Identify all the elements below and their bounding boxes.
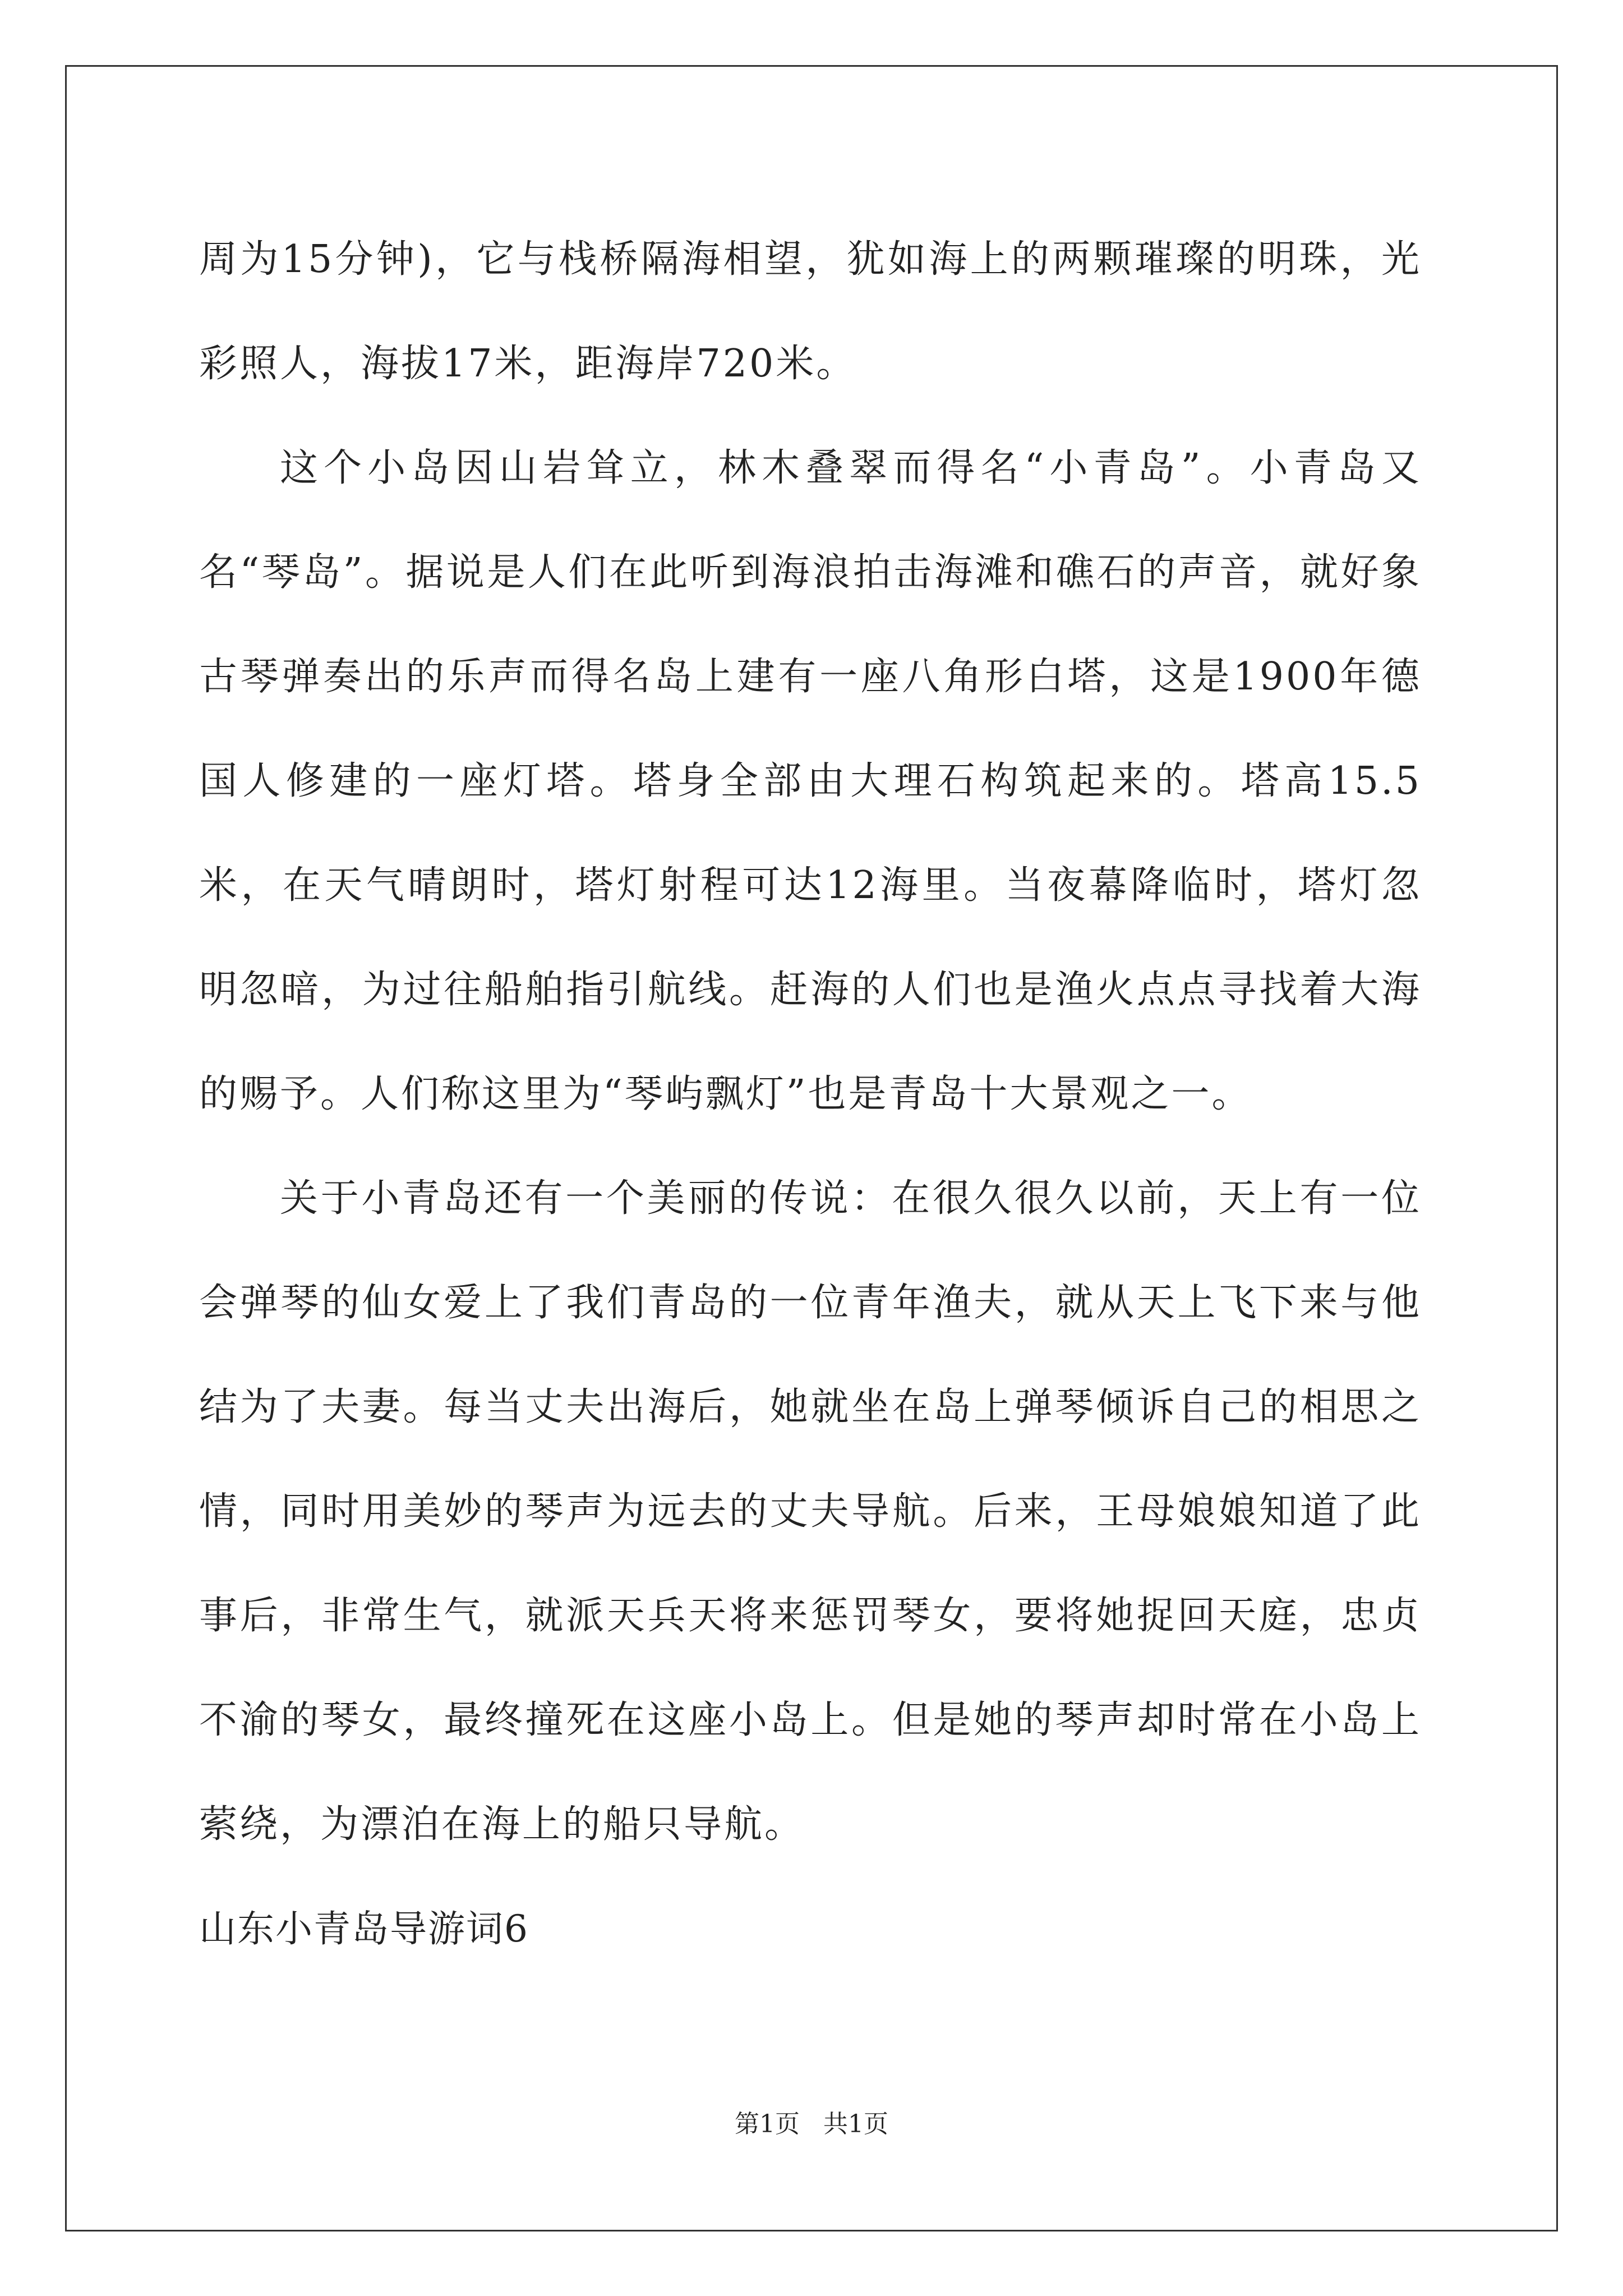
page-number-current: 第1页 (735, 2110, 800, 2138)
paragraph-lighthouse: 这个小岛因山岩耸立，林木叠翠而得名“小青岛”。小青岛又名“琴岛”。据说是人们在此听到海浪拍击海滩和礁石的声音，就好象古琴弹奏出的乐声而得名岛上建有一座八角形白塔，这是1900年德国人修建的一座灯塔。塔身全部由大理石构筑起来的。塔高15.5米，在天气晴朗时，塔灯射程可达12海里。当夜幕降临时，塔灯忽明忽暗，为过往船舶指引航线。赶海的人们也是渔火点点寻找着大海的赐予。人们称这里为“琴屿飘灯”也是青岛十大景观之一。 (199, 446, 1422, 1116)
section-title: 山东小青岛导游词6 (199, 1907, 529, 1950)
page-number-total: 共1页 (823, 2110, 888, 2138)
document-body (199, 208, 1422, 1981)
page-footer (0, 2104, 1623, 2139)
paragraph-continuation: 周为15分钟)，它与栈桥隔海相望，犹如海上的两颗璀璨的明珠，光彩照人，海拔17米，距海岸720米。 (199, 237, 1422, 386)
paragraph-legend: 关于小青岛还有一个美丽的传说：在很久很久以前，天上有一位会弹琴的仙女爱上了我们青岛的一位青年渔夫，就从天上飞下来与他结为了夫妻。每当丈夫出海后，她就坐在岛上弹琴倾诉自己的相思之情，同时用美妙的琴声为远去的丈夫导航。后来，王母娘娘知道了此事后，非常生气，就派天兵天将来惩罚琴女，要将她捉回天庭，忠贞不渝的琴女，最终撞死在这座小岛上。但是她的琴声却时常在小岛上萦绕，为漂泊在海上的船只导航。 (199, 1176, 1422, 1847)
